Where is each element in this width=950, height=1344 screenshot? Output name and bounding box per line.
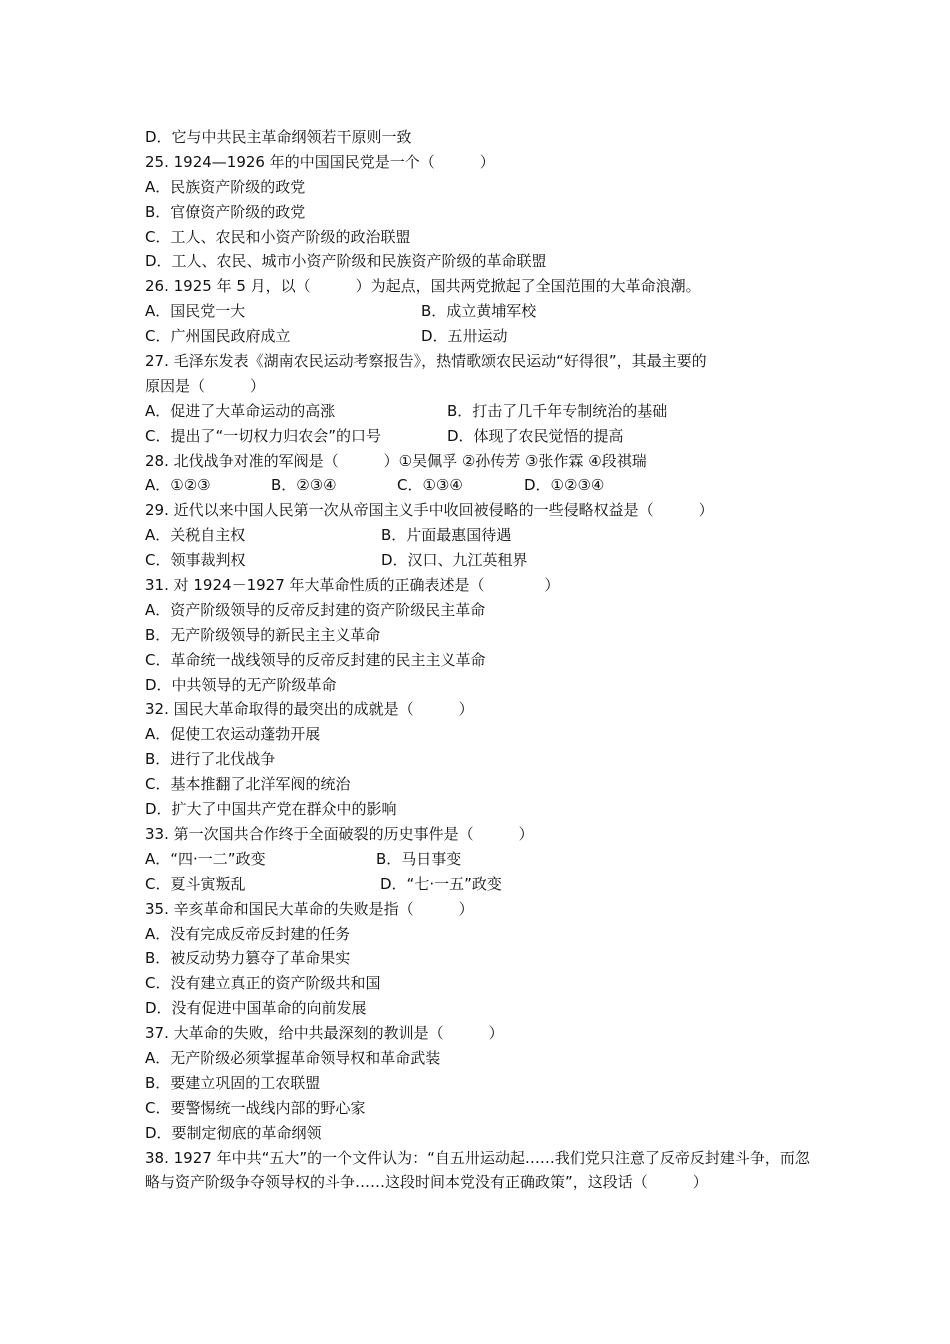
q29-options-row-1 — [145, 523, 815, 548]
q27-options-row-1 — [145, 399, 815, 424]
q35-stem: 35. 辛亥革命和国民大革命的失败是指（ ） — [145, 899, 474, 918]
q31-option-c: C．革命统一战线领导的反帝反封建的民主主义革命 — [145, 650, 486, 669]
q31-stem: 31. 对 1924－1927 年大革命性质的正确表述是（ ） — [145, 576, 560, 595]
q29-options-row-2 — [145, 548, 815, 573]
q33-option-b: B．马日事变 — [376, 849, 462, 868]
q27-option-a: A．促进了大革命运动的高涨 — [145, 401, 336, 420]
q32-option-b: B．进行了北伐战争 — [145, 750, 276, 769]
q26-stem: 26. 1925 年 5 月，以（ ）为起点，国共两党掀起了全国范围的大革命浪潮。 — [145, 277, 701, 296]
q25-option-a: A．民族资产阶级的政党 — [145, 177, 306, 196]
q37-option-a: A．无产阶级必须掌握革命领导权和革命武装 — [145, 1048, 441, 1067]
q37-option-c: C．要警惕统一战线内部的野心家 — [145, 1098, 366, 1117]
q25-option-b: B．官僚资产阶级的政党 — [145, 202, 306, 221]
q28-options — [145, 473, 815, 498]
q24-option-d: D．它与中共民主革命纲领若干原则一致 — [145, 128, 412, 146]
q26-options-row-2 — [145, 324, 815, 349]
q27-option-d: D．体现了农民觉悟的提高 — [447, 426, 624, 445]
q32-option-a: A．促使工农运动蓬勃开展 — [145, 725, 321, 744]
q28-stem: 28. 北伐战争对准的军阀是（ ）①吴佩孚 ②孙传芳 ③张作霖 ④段祺瑞 — [145, 451, 647, 470]
q27-stem-line-2: 原因是（ ） — [145, 376, 266, 395]
q27-options-row-2 — [145, 424, 815, 449]
q32-option-c: C．基本推翻了北洋军阀的统治 — [145, 775, 351, 794]
q32-stem: 32. 国民大革命取得的最突出的成就是（ ） — [145, 700, 474, 719]
q26-option-a: A．国民党一大 — [145, 302, 246, 321]
q33-options-row-1 — [145, 847, 815, 872]
q32-option-d: D．扩大了中国共产党在群众中的影响 — [145, 800, 397, 819]
q29-option-d: D．汉口、九江英租界 — [381, 551, 528, 570]
q26-option-c: C．广州国民政府成立 — [145, 327, 291, 346]
q25-option-d: D．工人、农民、城市小资产阶级和民族资产阶级的革命联盟 — [145, 252, 547, 271]
q25-stem: 25. 1924—1926 年的中国国民党是一个（ ） — [145, 152, 495, 171]
q33-option-a: A．“四·一二”政变 — [145, 849, 266, 868]
q29-option-a: A．关税自主权 — [145, 526, 246, 545]
q26-option-d: D．五卅运动 — [421, 327, 508, 346]
q35-option-b: B．被反动势力篡夺了革命果实 — [145, 949, 351, 968]
q33-options-row-2 — [145, 872, 815, 897]
q35-option-a: A．没有完成反帝反封建的任务 — [145, 924, 351, 943]
q27-stem-line-1: 27. 毛泽东发表《湖南农民运动考察报告》，热情歌颂农民运动“好得很”，其最主要的 — [145, 352, 707, 371]
q35-option-d: D．没有促进中国革命的向前发展 — [145, 999, 367, 1018]
q28-option-c: C．①③④ — [397, 476, 463, 495]
q28-option-a: A．①②③ — [145, 476, 211, 495]
q31-option-b: B．无产阶级领导的新民主主义革命 — [145, 625, 381, 644]
q29-stem: 29. 近代以来中国人民第一次从帝国主义手中收回被侵略的一些侵略权益是（ ） — [145, 501, 714, 520]
q31-option-d: D．中共领导的无产阶级革命 — [145, 675, 337, 694]
q27-option-b: B．打击了几千年专制统治的基础 — [447, 401, 668, 420]
q26-option-b: B．成立黄埔军校 — [421, 302, 537, 321]
q33-option-d: D．“七·一五”政变 — [380, 874, 502, 893]
q37-option-d: D．要制定彻底的革命纲领 — [145, 1123, 322, 1142]
q38-stem: 38. 1927 年中共“五大”的一个文件认为：“自五卅运动起……我们党只注意了反帝反封建斗争，而忽略与资产阶级争夺领导权的斗争……这段时间本党没有正确政策”，这段话（ ） — [145, 1148, 810, 1192]
q33-stem: 33. 第一次国共合作终于全面破裂的历史事件是（ ） — [145, 824, 534, 843]
q26-options-row-1 — [145, 299, 815, 324]
q35-option-c: C．没有建立真正的资产阶级共和国 — [145, 974, 381, 993]
q27-option-c: C．提出了“一切权力归农会”的口号 — [145, 426, 382, 445]
q33-option-c: C．夏斗寅叛乱 — [145, 874, 246, 893]
q37-option-b: B．要建立巩固的工农联盟 — [145, 1073, 321, 1092]
q37-stem: 37. 大革命的失败，给中共最深刻的教训是（ ） — [145, 1024, 504, 1043]
q31-option-a: A．资产阶级领导的反帝反封建的资产阶级民主革命 — [145, 600, 486, 619]
q28-option-b: B．②③④ — [271, 476, 337, 495]
q25-option-c: C．工人、农民和小资产阶级的政治联盟 — [145, 227, 411, 246]
q28-option-d: D．①②③④ — [524, 476, 605, 495]
q29-option-c: C．领事裁判权 — [145, 551, 246, 570]
q29-option-b: B．片面最惠国待遇 — [381, 526, 512, 545]
document-page — [145, 125, 815, 1195]
